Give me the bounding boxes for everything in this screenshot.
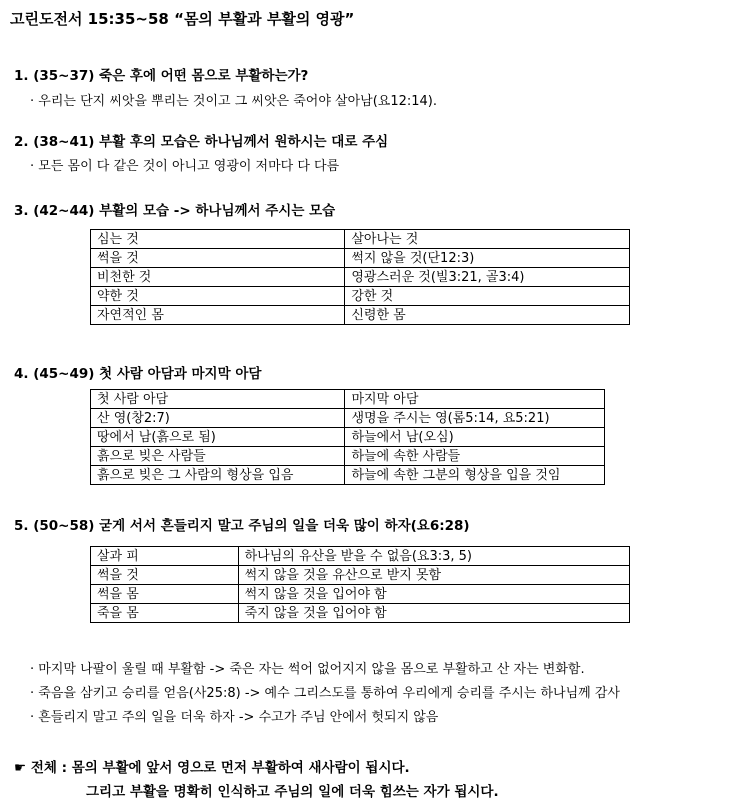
table-cell: 비천한 것 <box>91 268 345 287</box>
table-cell: 땅에서 남(흙으로 됨) <box>91 428 345 447</box>
section-3-heading: 3. (42~44) 부활의 모습 -> 하나님께서 주시는 모습 <box>14 203 336 219</box>
table-cell: 살아나는 것 <box>345 230 630 249</box>
table-row <box>91 306 630 325</box>
table-cell: 첫 사람 아담 <box>91 390 345 409</box>
table-row <box>91 287 630 306</box>
table-cell: 마지막 아담 <box>345 390 605 409</box>
table-cell: 하늘에 속한 사람들 <box>345 447 605 466</box>
closing-bullet-2: · 죽음을 삼키고 승리를 얻음(사25:8) -> 예수 그리스도를 통하여 우리에게 승리를 주시는 하나님께 감사 <box>30 686 620 701</box>
table-sowing-raising <box>90 229 630 325</box>
table-cell: 영광스러운 것(빌3:21, 골3:4) <box>345 268 630 287</box>
table-cell: 썩을 것 <box>91 566 239 585</box>
table-row <box>91 604 630 623</box>
table-row <box>91 249 630 268</box>
table-cell: 신령한 몸 <box>345 306 630 325</box>
table-adam-comparison <box>90 389 605 485</box>
table-cell: 심는 것 <box>91 230 345 249</box>
table-row <box>91 428 605 447</box>
table-cell: 죽지 않을 것을 입어야 함 <box>238 604 629 623</box>
closing-bullet-1: · 마지막 나팔이 울릴 때 부활함 -> 죽은 자는 썩어 없어지지 않을 몸으로 부활하고 산 자는 변화함. <box>30 662 585 677</box>
table-row <box>91 447 605 466</box>
table-inheritance <box>90 546 630 623</box>
summary-text-1: 전체 : 몸의 부활에 앞서 영으로 먼저 부활하여 새사람이 됩시다. <box>30 760 410 776</box>
section-1-heading: 1. (35~37) 죽은 후에 어떤 몸으로 부활하는가? <box>14 68 309 84</box>
table-row <box>91 409 605 428</box>
table-row <box>91 547 630 566</box>
table-row <box>91 268 630 287</box>
table-cell: 생명을 주시는 영(롬5:14, 요5:21) <box>345 409 605 428</box>
table-row <box>91 390 605 409</box>
table-cell: 죽을 몸 <box>91 604 239 623</box>
table-cell: 하나님의 유산을 받을 수 없음(요3:3, 5) <box>238 547 629 566</box>
summary-line-2: 그리고 부활을 명확히 인식하고 주님의 일에 더욱 힘쓰는 자가 됩시다. <box>86 784 499 800</box>
table-cell: 하늘에 속한 그분의 형상을 입을 것임 <box>345 466 605 485</box>
closing-bullet-3: · 흔들리지 말고 주의 일을 더욱 하자 -> 수고가 주님 안에서 헛되지 않음 <box>30 710 439 725</box>
table-row <box>91 566 630 585</box>
table-cell: 썩지 않을 것(단12:3) <box>345 249 630 268</box>
section-4-heading: 4. (45~49) 첫 사람 아담과 마지막 아담 <box>14 366 262 382</box>
section-1-bullet: · 우리는 단지 씨앗을 뿌리는 것이고 그 씨앗은 죽어야 살아남(요12:14). <box>30 94 438 109</box>
table-cell: 썩지 않을 것을 유산으로 받지 못함 <box>238 566 629 585</box>
table-cell: 썩을 것 <box>91 249 345 268</box>
summary-line-1 <box>14 756 410 776</box>
table-cell: 썩을 몸 <box>91 585 239 604</box>
table-cell: 자연적인 몸 <box>91 306 345 325</box>
table-cell: 산 영(창2:7) <box>91 409 345 428</box>
table-row <box>91 230 630 249</box>
table-cell: 흙으로 빚은 사람들 <box>91 447 345 466</box>
table-row <box>91 585 630 604</box>
section-2-bullet: · 모든 몸이 다 같은 것이 아니고 영광이 저마다 다 다름 <box>30 159 340 174</box>
table-row <box>91 466 605 485</box>
pointing-hand-icon: ☛ <box>14 760 27 776</box>
table-cell: 약한 것 <box>91 287 345 306</box>
table-cell: 썩지 않을 것을 입어야 함 <box>238 585 629 604</box>
table-cell: 강한 것 <box>345 287 630 306</box>
section-2-heading: 2. (38~41) 부활 후의 모습은 하나님께서 원하시는 대로 주심 <box>14 134 389 150</box>
section-5-heading: 5. (50~58) 굳게 서서 흔들리지 말고 주님의 일을 더욱 많이 하자(요6:28) <box>14 518 470 534</box>
table-cell: 살과 피 <box>91 547 239 566</box>
table-cell: 흙으로 빚은 그 사람의 형상을 입음 <box>91 466 345 485</box>
table-cell: 하늘에서 남(오심) <box>345 428 605 447</box>
page-title: 고린도전서 15:35~58 “몸의 부활과 부활의 영광” <box>10 10 355 28</box>
